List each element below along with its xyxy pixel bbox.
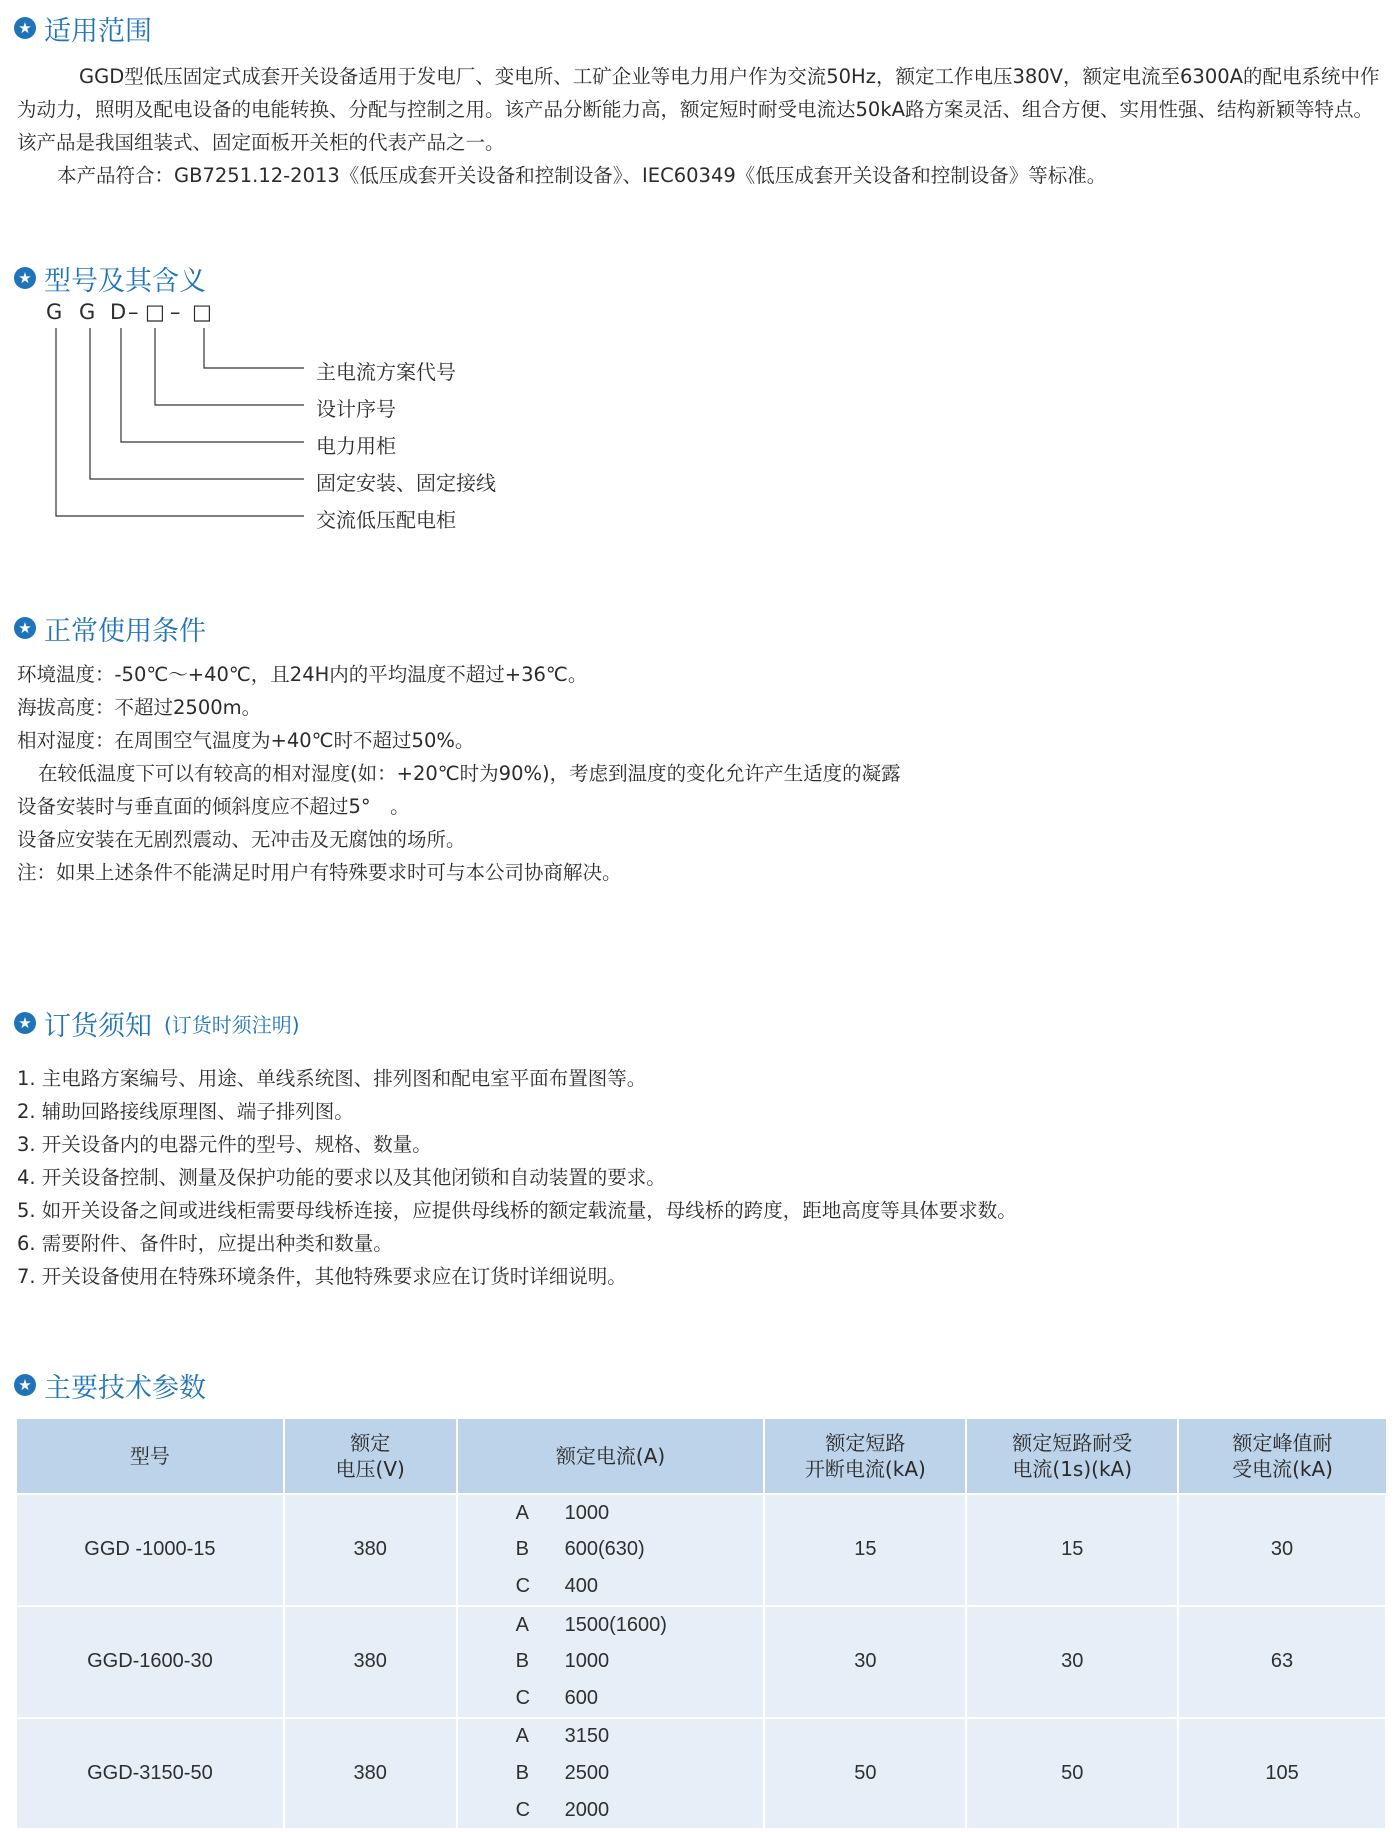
cell-current-value: 600(630) — [565, 1532, 765, 1569]
model-title: 型号及其含义 — [44, 265, 206, 297]
cell-current-letter: B — [457, 1643, 565, 1680]
cell-peak: 30 — [1178, 1494, 1386, 1606]
order-item-6: 6. 需要附件、备件时，应提出种类和数量。 — [17, 1232, 393, 1255]
header-peak-l2: 受电流(kA) — [1232, 1457, 1333, 1481]
star-icon: ★ — [14, 1012, 36, 1034]
cell-current-value: 600 — [565, 1680, 765, 1718]
condition-line-3: 相对湿度：在周围空气温度为+40℃时不超过50%。 — [17, 729, 475, 752]
section-title-conditions — [14, 608, 206, 648]
cell-withstand: 15 — [966, 1494, 1178, 1606]
section-title-specs — [14, 1365, 206, 1405]
meaning-2: 设计序号 — [316, 397, 396, 421]
code-char-1: G — [46, 300, 63, 324]
cell-voltage: 380 — [284, 1606, 457, 1718]
cell-model: GGD-3150-50 — [17, 1718, 284, 1829]
spec-table — [17, 1419, 1387, 1828]
condition-line-1: 环境温度：-50℃～+40℃，且24H内的平均温度不超过+36℃。 — [17, 663, 588, 686]
cell-current-letter: A — [457, 1606, 565, 1644]
ordering-subtitle: (订货时须注明) — [164, 1012, 300, 1037]
header-withstand-l2: 电流(1s)(kA) — [1012, 1457, 1133, 1481]
cell-current-letter: C — [457, 1792, 565, 1829]
cell-withstand: 30 — [966, 1606, 1178, 1718]
table-row — [17, 1606, 1386, 1644]
order-item-2: 2. 辅助回路接线原理图、端子排列图。 — [17, 1100, 354, 1123]
condition-line-7: 注：如果上述条件不能满足时用户有特殊要求时可与本公司协商解决。 — [17, 861, 622, 884]
cell-voltage: 380 — [284, 1718, 457, 1829]
cell-current-value: 1500(1600) — [565, 1606, 765, 1644]
ordering-title: 订货须知 — [44, 1010, 152, 1042]
section-title-scope — [14, 8, 152, 48]
cell-current-value: 1000 — [565, 1643, 765, 1680]
specs-title: 主要技术参数 — [44, 1372, 206, 1404]
spec-table-header — [17, 1419, 1386, 1494]
header-current: 额定电流(A) — [457, 1419, 765, 1494]
scope-text — [17, 60, 1387, 192]
cell-current-letter: A — [457, 1494, 565, 1532]
star-icon: ★ — [14, 1374, 36, 1396]
cell-current-value: 2000 — [565, 1792, 765, 1829]
code-box-1: □ — [145, 300, 165, 324]
header-withstand — [966, 1419, 1178, 1494]
cell-peak: 63 — [1178, 1606, 1386, 1718]
header-voltage — [284, 1419, 457, 1494]
cell-break: 50 — [764, 1718, 966, 1829]
header-break — [764, 1419, 966, 1494]
cell-voltage: 380 — [284, 1494, 457, 1606]
code-char-2: G — [79, 300, 96, 324]
cell-current-letter: C — [457, 1680, 565, 1718]
meaning-5: 交流低压配电柜 — [316, 508, 456, 532]
cell-withstand: 50 — [966, 1718, 1178, 1829]
table-row — [17, 1718, 1386, 1756]
table-row — [17, 1494, 1386, 1532]
header-break-l1: 额定短路 — [825, 1431, 906, 1455]
condition-line-6: 设备应安装在无剧烈震动、无冲击及无腐蚀的场所。 — [17, 828, 466, 851]
cell-current-letter: A — [457, 1718, 565, 1756]
scope-paragraph-1: GGD型低压固定式成套开关设备适用于发电厂、变电所、工矿企业等电力用户作为交流50Hz，额定工作电压380V，额定电流至6300A的配电系统中作为动力，照明及配电设备的电能转换、分配与控制之用。该产品分断能力高，额定短时耐受电流达50kA路方案灵活、组合方便、实用性强、结构新颖等特点。该产品是我国组装式、固定面板开关柜的代表产品之一。 — [17, 65, 1380, 154]
code-box-2: □ — [192, 300, 212, 324]
cell-current-letter: C — [457, 1568, 565, 1606]
cell-current-value: 400 — [565, 1568, 765, 1606]
star-icon: ★ — [14, 617, 36, 639]
meaning-1: 主电流方案代号 — [316, 360, 456, 384]
cell-current-value: 3150 — [565, 1718, 765, 1756]
cell-current-value: 2500 — [565, 1755, 765, 1792]
cell-current-value: 1000 — [565, 1494, 765, 1532]
model-code-leader-lines — [0, 320, 320, 550]
header-withstand-l1: 额定短路耐受 — [1012, 1431, 1133, 1455]
star-icon: ★ — [14, 267, 36, 289]
meaning-4: 固定安装、固定接线 — [316, 471, 496, 495]
scope-paragraph-2: 本产品符合：GB7251.12-2013《低压成套开关设备和控制设备》、IEC60349《低压成套开关设备和控制设备》等标准。 — [57, 164, 1107, 187]
condition-line-2: 海拔高度：不超过2500m。 — [17, 696, 262, 719]
cell-model: GGD-1600-30 — [17, 1606, 284, 1718]
star-icon: ★ — [14, 17, 36, 39]
header-voltage-l2: 电压(V) — [335, 1457, 405, 1481]
order-item-7: 7. 开关设备使用在特殊环境条件，其他特殊要求应在订货时详细说明。 — [17, 1265, 627, 1288]
order-item-4: 4. 开关设备控制、测量及保护功能的要求以及其他闭锁和自动装置的要求。 — [17, 1166, 666, 1189]
order-item-3: 3. 开关设备内的电器元件的型号、规格、数量。 — [17, 1133, 432, 1156]
scope-title: 适用范围 — [44, 15, 152, 47]
cell-current-letter: B — [457, 1532, 565, 1569]
header-peak — [1178, 1419, 1386, 1494]
cell-model: GGD -1000-15 — [17, 1494, 284, 1606]
header-voltage-l1: 额定 — [350, 1431, 391, 1455]
cell-peak: 105 — [1178, 1718, 1386, 1829]
header-peak-l1: 额定峰值耐 — [1232, 1431, 1333, 1455]
meaning-3: 电力用柜 — [316, 434, 396, 458]
cell-break: 30 — [764, 1606, 966, 1718]
cell-break: 15 — [764, 1494, 966, 1606]
header-model: 型号 — [17, 1419, 284, 1494]
section-title-model — [14, 258, 206, 298]
cell-current-letter: B — [457, 1755, 565, 1792]
code-dash-1: – — [128, 300, 139, 324]
code-char-3: D — [110, 300, 127, 324]
section-title-ordering — [14, 1003, 300, 1043]
condition-line-4: 在较低温度下可以有较高的相对湿度(如：+20℃时为90%)，考虑到温度的变化允许产生适度的凝露 — [38, 762, 901, 785]
conditions-title: 正常使用条件 — [44, 615, 206, 647]
condition-line-5: 设备安装时与垂直面的倾斜度应不超过5° 。 — [17, 795, 410, 818]
order-item-5: 5. 如开关设备之间或进线柜需要母线桥连接，应提供母线桥的额定载流量，母线桥的跨度，距地高度等具体要求数。 — [17, 1199, 1017, 1222]
code-dash-2: – — [170, 300, 181, 324]
header-break-l2: 开断电流(kA) — [804, 1457, 926, 1481]
order-item-1: 1. 主电路方案编号、用途、单线系统图、排列图和配电室平面布置图等。 — [17, 1067, 647, 1090]
